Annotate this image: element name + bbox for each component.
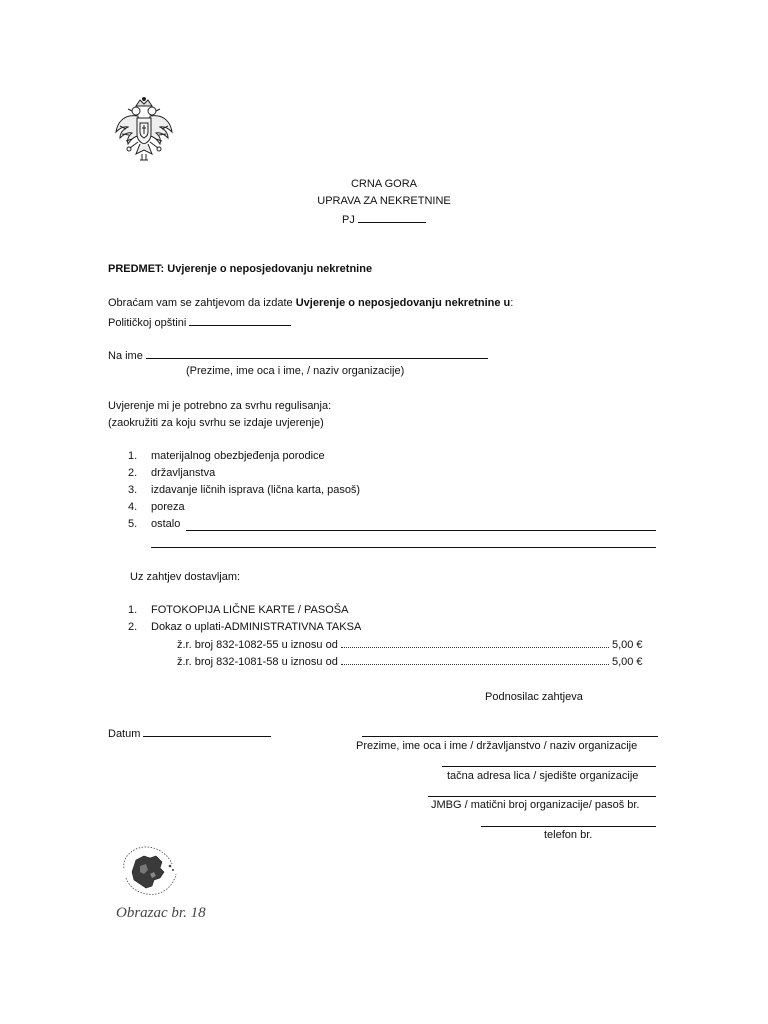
attachment-item-text: Dokaz o uplati-ADMINISTRATIVNA TAKSA <box>151 621 362 633</box>
payment-line <box>177 638 643 651</box>
phone-caption: telefon br. <box>544 829 593 841</box>
phone-field[interactable] <box>481 826 656 827</box>
applicant-name-field[interactable] <box>362 736 658 737</box>
date-label: Datum <box>108 728 141 740</box>
form-number: Obrazac br. 18 <box>116 905 206 921</box>
attachment-item <box>0 604 768 622</box>
subject-line <box>108 263 372 275</box>
unit-field[interactable] <box>358 212 426 223</box>
payment-line <box>177 655 643 668</box>
request-document-name: Uvjerenje o neposjedovanju nekretnine u <box>295 297 511 309</box>
purpose-item[interactable] <box>0 484 768 502</box>
purpose-item-text: izdavanje ličnih isprava (lična karta, pasoš) <box>151 484 361 496</box>
purpose-item[interactable] <box>0 467 768 485</box>
purpose-instruction: (zaokružiti za koju svrhu se izdaje uvjerenje) <box>108 417 324 429</box>
header-unit-label: PJ <box>342 214 355 226</box>
header-unit <box>0 212 768 226</box>
request-line <box>108 297 513 309</box>
applicant-name-caption: Prezime, ime oca i ime / državljanstvo / naziv organizacije <box>356 740 638 752</box>
payment-dots <box>341 655 609 665</box>
purpose-item-number: 1. <box>128 450 138 462</box>
other-purpose-field-continued[interactable] <box>151 547 656 548</box>
name-label: Na ime <box>108 350 143 362</box>
subject-text: Uvjerenje o neposjedovanju nekretnine <box>167 263 373 275</box>
subject-label: PREDMET: <box>108 263 165 275</box>
id-number-field[interactable] <box>428 796 656 797</box>
map-stamp-icon <box>110 840 188 902</box>
header-agency: UPRAVA ZA NEKRETNINE <box>317 195 451 207</box>
purpose-item-number: 4. <box>128 501 138 513</box>
header-country: CRNA GORA <box>350 178 417 190</box>
attachment-item <box>0 621 768 639</box>
attachments-label: Uz zahtjev dostavljam: <box>130 571 241 583</box>
payment-text: ž.r. broj 832-1081-58 u iznosu od <box>177 656 338 668</box>
purpose-intro: Uvjerenje mi je potrebno za svrhu regulisanja: <box>108 400 332 412</box>
purpose-item[interactable] <box>0 501 768 519</box>
municipality-field[interactable] <box>189 315 291 326</box>
municipality-label: Političkoj opštini <box>108 317 187 329</box>
payment-text: ž.r. broj 832-1082-55 u iznosu od <box>177 639 338 651</box>
address-caption: tačna adresa lica / sjedište organizacije <box>447 770 639 782</box>
date-line <box>108 726 271 740</box>
address-field[interactable] <box>442 766 656 767</box>
name-line <box>108 348 488 362</box>
purpose-item-number: 5. <box>128 518 138 530</box>
purpose-item[interactable] <box>0 518 768 536</box>
request-colon: : <box>510 297 514 309</box>
attachment-item-number: 2. <box>128 621 138 633</box>
municipality-line <box>108 315 291 329</box>
request-text: Obraćam vam se zahtjevom da izdate <box>108 297 293 309</box>
purpose-item-text: ostalo <box>151 518 181 530</box>
purpose-item[interactable] <box>0 450 768 468</box>
payment-amount: 5,00 € <box>611 639 643 651</box>
id-number-caption: JMBG / matični broj organizacije/ pasoš br. <box>431 799 640 811</box>
purpose-item-text: državljanstva <box>151 467 216 479</box>
name-hint: (Prezime, ime oca i ime, / naziv organizacije) <box>186 365 405 377</box>
purpose-item-text: poreza <box>151 501 185 513</box>
other-purpose-field[interactable] <box>186 530 656 531</box>
attachment-item-number: 1. <box>128 604 138 616</box>
payment-dots <box>341 638 609 648</box>
purpose-item-number: 2. <box>128 467 138 479</box>
purpose-item-number: 3. <box>128 484 138 496</box>
coat-of-arms-icon <box>112 96 176 164</box>
payment-amount: 5,00 € <box>611 656 643 668</box>
attachment-item-text: FOTOKOPIJA LIČNE KARTE / PASOŠA <box>151 604 349 616</box>
date-field[interactable] <box>143 726 271 737</box>
purpose-item-text: materijalnog obezbjeđenja porodice <box>151 450 325 462</box>
applicant-label: Podnosilac zahtjeva <box>485 691 583 703</box>
name-field[interactable] <box>146 348 488 359</box>
